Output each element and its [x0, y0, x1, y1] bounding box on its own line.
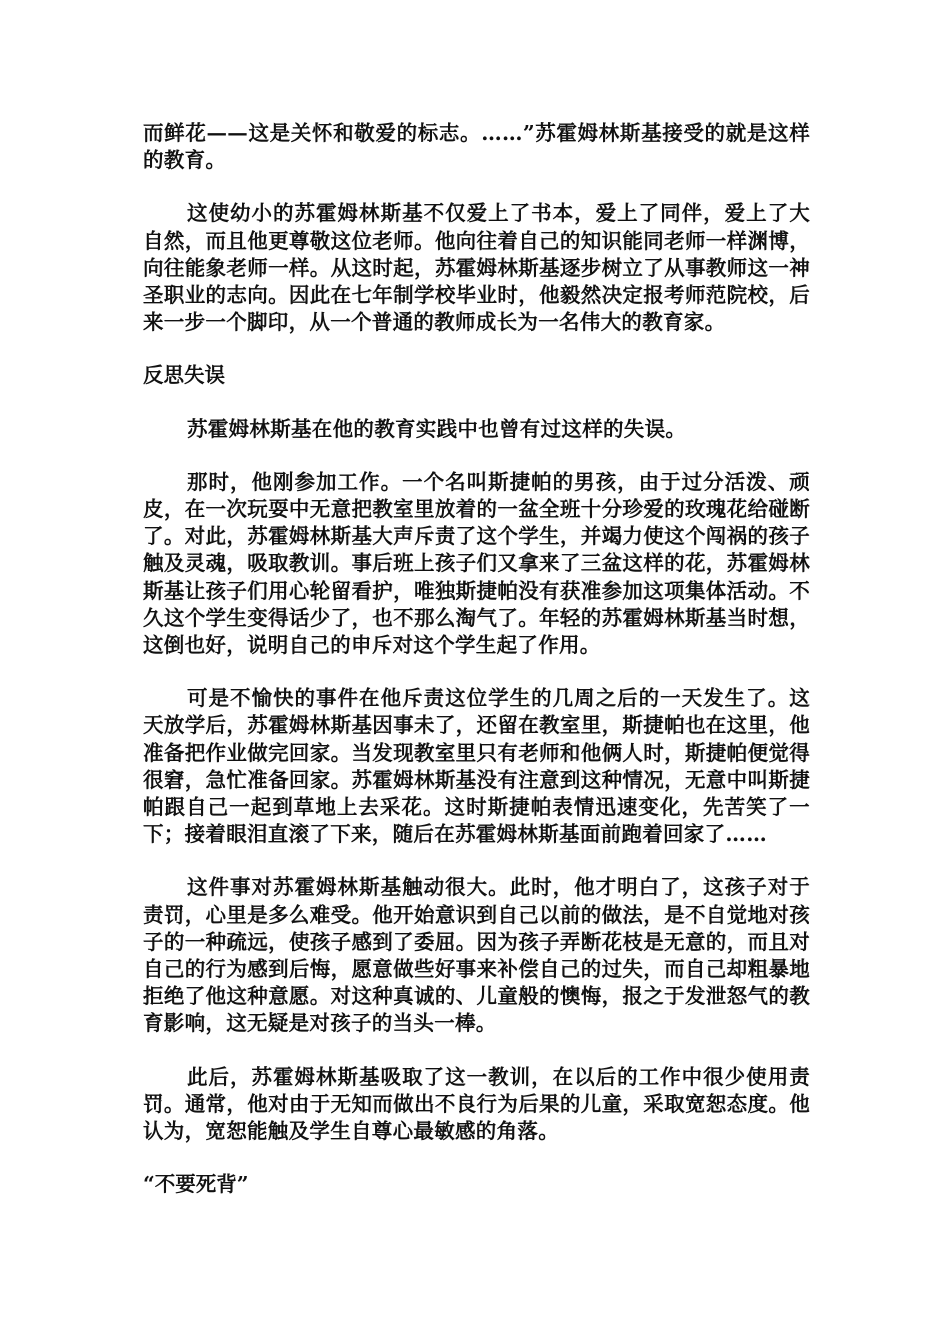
- paragraph-rose-incident: 那时，他刚参加工作。一个名叫斯捷帕的男孩，由于过分活泼、顽皮，在一次玩耍中无意把教室里放着的一盆全班十分珍爱的玫瑰花给碰断了。对此，苏霍姆林斯基大声斥责了这个学生，并竭力使这个闯祸的孩子触及灵魂，吸取教训。事后班上孩子们又拿来了三盆这样的花，苏霍姆林斯基让孩子们用心轮留看护，唯独斯捷帕没有获准参加这项集体活动。不久这个学生变得话少了，也不那么淘气了。年轻的苏霍姆林斯基当时想，这倒也好，说明自己的申斥对这个学生起了作用。: [143, 469, 810, 658]
- paragraph-intro-continuation: 而鲜花——这是关怀和敬爱的标志。……”苏霍姆林斯基接受的就是这样的教育。: [143, 121, 810, 173]
- section-heading-no-rote: “不要死背”: [143, 1172, 249, 1197]
- section-heading-reflection: 反思失误: [143, 363, 225, 388]
- paragraph-lesson-learned: 此后，苏霍姆林斯基吸取了这一教训，在以后的工作中很少使用责罚。通常，他对由于无知而做出不良行为后果的儿童，采取宽恕态度。他认为，宽恕能触及学生自尊心最敏感的角落。: [143, 1064, 810, 1144]
- paragraph-unhappy-event: 可是不愉快的事件在他斥责这位学生的几周之后的一天发生了。这天放学后，苏霍姆林斯基因事未了，还留在教室里，斯捷帕也在这里，他准备把作业做完回家。当发现教室里只有老师和他俩人时，斯捷帕便觉得很窘，急忙准备回家。苏霍姆林斯基没有注意到这种情况，无意中叫斯捷帕跟自己一起到草地上去采花。这时斯捷帕表情迅速变化，先苦笑了一下；接着眼泪直滚了下来，随后在苏霍姆林斯基面前跑着回家了……: [143, 686, 810, 847]
- paragraph-mistake-intro: 苏霍姆林斯基在他的教育实践中也曾有过这样的失误。: [187, 416, 687, 441]
- paragraph-realization: 这件事对苏霍姆林斯基触动很大。此时，他才明白了，这孩子对于责罚，心里是多么难受。他开始意识到自己以前的做法，是不自觉地对孩子的一种疏远，使孩子感到了委屈。因为孩子弄断花枝是无意的，而且对自己的行为感到后悔，愿意做些好事来补偿自己的过失，而自己却粗暴地拒绝了他这种意愿。对这种真诚的、儿童般的懊悔，报之于发泄怒气的教育影响，这无疑是对孩子的当头一棒。: [143, 875, 810, 1036]
- paragraph-teacher-influence: 这使幼小的苏霍姆林斯基不仅爱上了书本，爱上了同伴，爱上了大自然，而且他更尊敬这位老师。他向往着自己的知识能同老师一样渊博，向往能象老师一样。从这时起，苏霍姆林斯基逐步树立了从事教师这一神圣职业的志向。因此在七年制学校毕业时，他毅然决定报考师范院校，后来一步一个脚印，从一个普通的教师成长为一名伟大的教育家。: [143, 201, 810, 335]
- document-page: [143, 120, 810, 1225]
